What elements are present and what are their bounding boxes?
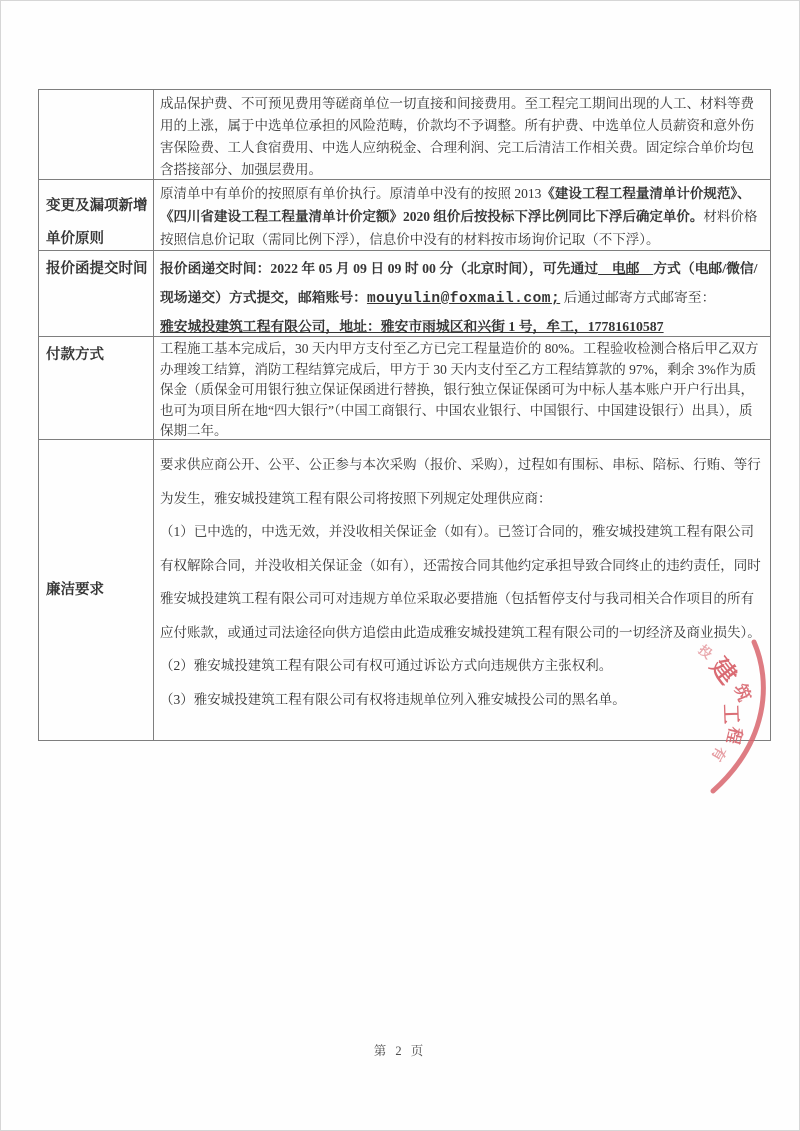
row4-label: 付款方式 (46, 347, 104, 363)
mailing-address: 雅安城投建筑工程有限公司，地址：雅安市雨城区和兴街 1 号，牟工，17781610587 (160, 319, 664, 334)
unit-price-text-1: 原清单中有单价的按照原有单价执行。原清单中没有的按照 2013 (160, 186, 542, 201)
row3-label-cell (39, 251, 154, 336)
table-row-payment-terms (39, 336, 770, 439)
deadline-text: 报价函递交时间：2022 年 05 月 09 日 09 时 00 分（北京时间），可先通过 (160, 261, 599, 276)
payment-terms-text: 工程施工基本完成后，30 天内甲方支付至乙方已完工程量造价的 80%。工程验收检测合格后甲乙双方办理竣工结算，消防工程结算完成后，甲方于 30 天内支付至乙方工程结算款的 97%，剩余 3%作为质保金（质保金可用银行独立保证保函进行替换，银行独立保证保函可为中标人基本账户开户行出具，也可为项目所在地“四大银行”（中国工商银行、中国农业银行、中国银行、中国建设银行）出具），质保期二年。 (160, 341, 759, 439)
submit-method-underlined: 电邮 (598, 261, 654, 276)
row4-label-cell (39, 337, 154, 439)
row1-label-cell (39, 90, 154, 179)
page-number: 第 2 页 (373, 1044, 427, 1058)
cost-inclusions-text: 成品保护费、不可预见费用等磋商单位一切直接和间接费用。至工程完工期间出现的人工、材料等费用的上涨，属于中选单位承担的风险范畴，价款均不予调整。所有护费、中选单位人员薪资和意外伤害保险费、工人食宿费用、中选人应纳税金、合理利润、完工后清洁工作相关费。固定综合单价均包含搭接部分、加强层费用。 (160, 96, 754, 177)
seal-character: 程 (721, 724, 746, 747)
seal-character: 投 (695, 642, 715, 663)
table-row-cost-inclusions (39, 90, 770, 179)
seal-character: 有 (707, 743, 729, 764)
row2-body (154, 180, 770, 250)
row4-body (154, 337, 770, 439)
table-row-quotation-deadline (39, 250, 770, 336)
unit-price-text-standards: 《建设工程工程量清单计价规范》、《四川省建设工程工程量清单计价定额》2020 组价后按投标下浮比例同比下浮后确定单价。 (160, 186, 751, 224)
seal-character: 工 (719, 703, 744, 725)
email-address: mouyulin@foxmail.com; (366, 290, 561, 307)
submit-channels-text: 方式（电邮/微信/现场递交）方式提交，邮箱账号： (160, 261, 758, 305)
row2-label-cell (39, 180, 154, 250)
unit-price-text-2: 材料价格按照信息价记取（需同比例下浮），信息价中没有的材料按市场询价记取（不下浮）。 (160, 209, 758, 247)
seal-character: 建 (704, 652, 743, 690)
row3-label: 报价函提交时间 (46, 261, 148, 277)
integrity-clause-2: （2）雅安城投建筑工程有限公司有权可通过诉讼方式向违规供方主张权利。 (160, 658, 613, 673)
integrity-clause-3: （3）雅安城投建筑工程有限公司有权将违规单位列入雅安城投公司的黑名单。 (160, 691, 626, 707)
row3-body (154, 251, 770, 336)
row5-label-cell (39, 440, 154, 740)
row2-label-line2: 单价原则 (46, 231, 104, 247)
row2-label-line1: 变更及漏项新增 (46, 198, 148, 214)
seal-character: 筑 (729, 681, 755, 705)
integrity-clause-1: （1）已中选的，中选无效，并没收相关保证金（如有）。已签订合同的，雅安城投建筑工程有限公司有权解除合同，并没收相关保证金（如有），还需按合同其他约定承担导致合同终止的违约责任，同时雅安城投建筑工程有限公司可对违规方单位采取必要措施（包括暂停支付与我司相关合作项目的所有应付账款，或通过司法途径向供方追偿由此造成雅安城投建筑工程有限公司的一切经济及商业损失）。 (160, 524, 761, 640)
row5-body (154, 440, 770, 740)
integrity-intro: 要求供应商公开、公平、公正参与本次采购（报价、采购），过程如有围标、串标、陪标、行贿、等行为发生，雅安城投建筑工程有限公司将按照下列规定处理供应商： (160, 457, 761, 506)
table-row-integrity-requirements (39, 439, 770, 740)
table-row-unit-price-principle (39, 179, 770, 250)
row1-body (154, 90, 770, 179)
mail-follow-up-text: 后通过邮寄方式邮寄至： (560, 289, 716, 305)
terms-table (38, 89, 771, 741)
row5-label: 廉洁要求 (46, 582, 104, 598)
